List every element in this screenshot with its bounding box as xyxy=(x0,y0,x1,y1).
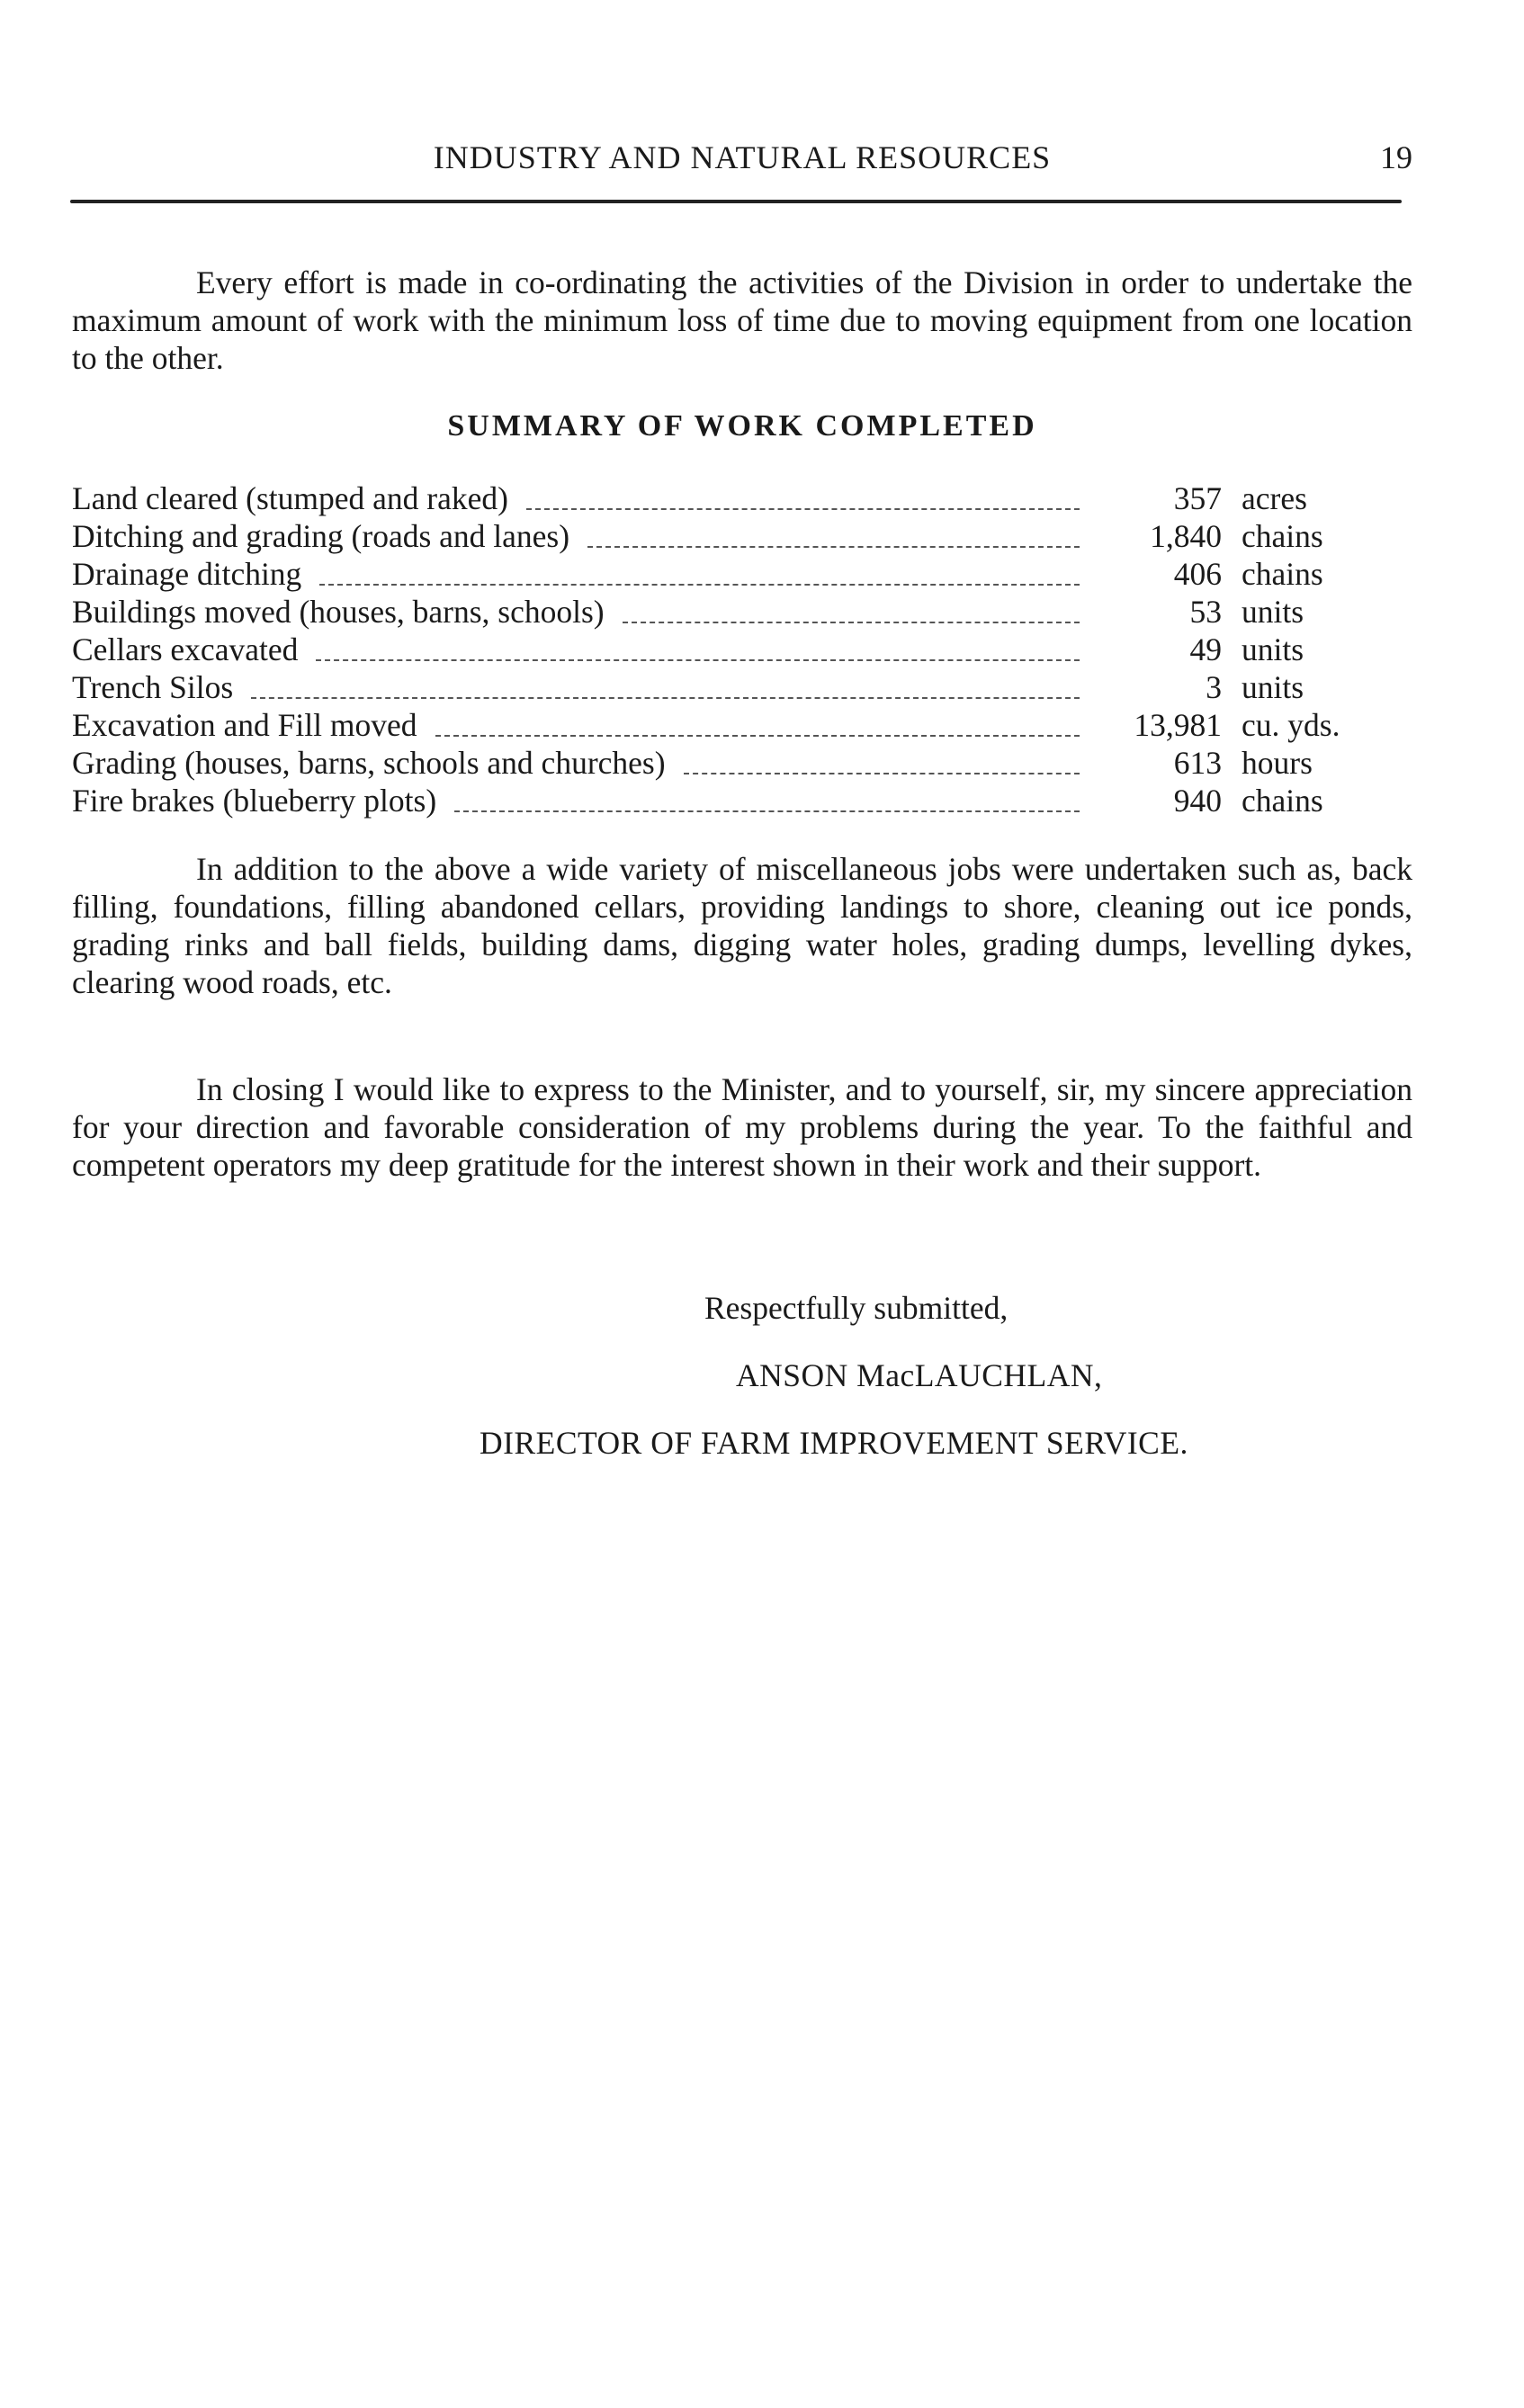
dot-leader xyxy=(316,659,1080,661)
dot-leader xyxy=(623,622,1080,623)
summary-row xyxy=(72,479,1412,517)
dot-leader xyxy=(251,697,1080,699)
summary-row xyxy=(72,668,1412,706)
running-title: INDUSTRY AND NATURAL RESOURCES xyxy=(433,139,1052,175)
summary-row xyxy=(72,631,1412,668)
summary-row xyxy=(72,706,1412,744)
task-label: Cellars excavated xyxy=(72,631,299,667)
task-value: 613 xyxy=(1173,745,1222,781)
summary-row xyxy=(72,593,1412,631)
additional-paragraph: In addition to the above a wide variety of miscellaneous jobs were undertaken such as, back filling, foundations, filling abandoned cellars, providing landings to shore, cleaning out ice ponds, grading rinks and ball fields, building dams, digging water holes, grading dumps, levelling dykes, clearing wood roads, etc. xyxy=(72,851,1412,1000)
task-value: 13,981 xyxy=(1134,707,1222,743)
task-value: 49 xyxy=(1189,631,1222,667)
summary-row xyxy=(72,744,1412,782)
task-unit: chains xyxy=(1242,518,1323,554)
dot-leader xyxy=(684,773,1080,774)
task-unit: hours xyxy=(1242,745,1313,781)
dot-leader xyxy=(435,735,1080,737)
task-value: 357 xyxy=(1173,480,1222,516)
task-label: Drainage ditching xyxy=(72,556,302,592)
task-value: 1,840 xyxy=(1150,518,1222,554)
page-number: 19 xyxy=(1380,139,1412,175)
closing-phrase: Respectfully submitted, xyxy=(704,1290,1009,1326)
task-unit: units xyxy=(1242,594,1304,630)
signatory-title: DIRECTOR OF FARM IMPROVEMENT SERVICE. xyxy=(480,1425,1188,1461)
summary-row xyxy=(72,555,1412,593)
dot-leader xyxy=(587,546,1080,548)
dot-leader xyxy=(319,584,1080,586)
task-unit: units xyxy=(1242,631,1304,667)
dot-leader xyxy=(454,810,1080,812)
header-rule xyxy=(70,200,1402,203)
summary-row xyxy=(72,782,1412,819)
running-header xyxy=(72,135,1412,184)
intro-paragraph: Every effort is made in co-ordinating the activities of the Division in order to undertake the maximum amount of work with the minimum loss of time due to moving equipment from one location to the other. xyxy=(72,264,1412,376)
summary-table xyxy=(72,479,1412,819)
task-label: Fire brakes (blueberry plots) xyxy=(72,783,437,819)
task-unit: units xyxy=(1242,669,1304,705)
summary-row xyxy=(72,517,1412,555)
task-value: 406 xyxy=(1173,556,1222,592)
task-unit: chains xyxy=(1242,783,1323,819)
task-label: Trench Silos xyxy=(72,669,234,705)
task-unit: chains xyxy=(1242,556,1323,592)
task-value: 53 xyxy=(1189,594,1222,630)
signatory-name: ANSON MacLAUCHLAN, xyxy=(736,1357,1103,1393)
task-label: Ditching and grading (roads and lanes) xyxy=(72,518,570,554)
summary-title: SUMMARY OF WORK COMPLETED xyxy=(447,409,1037,443)
task-label: Excavation and Fill moved xyxy=(72,707,417,743)
task-unit: cu. yds. xyxy=(1242,707,1340,743)
closing-paragraph: In closing I would like to express to the Minister, and to yourself, sir, my sincere appreciation for your direction and favorable consideration of my problems during the year. To the faithful and competent operators my deep gratitude for the interest shown in their work and their support. xyxy=(72,1071,1412,1183)
dot-leader xyxy=(526,508,1080,510)
task-value: 940 xyxy=(1173,783,1222,819)
task-label: Grading (houses, barns, schools and churches) xyxy=(72,745,666,781)
task-label: Land cleared (stumped and raked) xyxy=(72,480,508,516)
task-value: 3 xyxy=(1206,669,1222,705)
task-label: Buildings moved (houses, barns, schools) xyxy=(72,594,605,630)
task-unit: acres xyxy=(1242,480,1307,516)
